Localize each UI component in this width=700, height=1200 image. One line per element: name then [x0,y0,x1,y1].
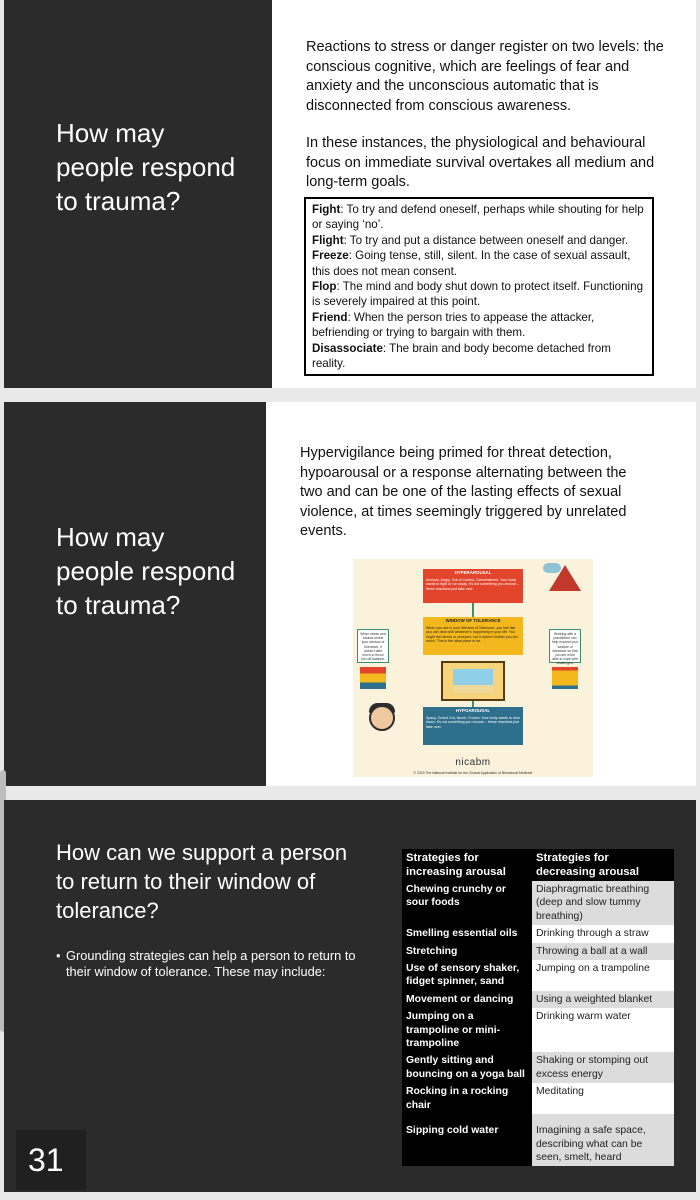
table-row: Gently sitting and bouncing on a yoga ball Shaking or stomping out excess energy [402,1052,674,1083]
person-face-icon [369,705,395,731]
header-increasing: Strategies for increasing arousal [402,849,532,881]
slide-1-paragraph-2: In these instances, the physiological and behavioural focus on immediate survival overtakes all medium and long-term goals. [306,135,655,190]
table-row: Use of sensory shaker, fidget spinner, sand Jumping on a trampoline [402,960,674,991]
table-row: Rocking in a rocking chair Meditating [402,1083,674,1114]
hyperarousal-box: HYPERAROUSAL Anxious, Angry, Out of Control, Overwhelmed. Your body wants to fight or run away. It's not something you choose – these reactions just take over. [423,569,523,603]
table-header-row [402,849,674,881]
slide-3-title: How can we support a person to return to their window of tolerance? [56,840,348,923]
table-row: Stretching Throwing a ball at a wall [402,943,674,960]
right-note-box: Working with a practitioner can help expand your window of tolerance so that you are more able to cope with challenges. [549,629,581,663]
trauma-responses-box [304,197,654,376]
slide-2-title: How may people respond to trauma? [56,522,236,620]
slide-1-paragraph-1: Reactions to stress or danger register on two levels: the conscious cognitive, which are feelings of fear and anxiety and the unconscious automatic that is disconnected from conscious awareness. [306,39,664,114]
response-fight: Fight: To try and defend oneself, perhaps while shouting for help or saying ‘no’. [312,203,644,232]
arrow-up-icon [472,603,474,617]
table-row: Sipping cold water Imagining a safe space, describing what can be seen, smelt, heard [402,1114,674,1166]
slide-1 [4,0,696,388]
table-row: Chewing crunchy or sour foods Diaphragmatic breathing (deep and slow tummy breathing) [402,881,674,925]
page-number: 31 [16,1130,86,1190]
volcano-icon [549,565,581,591]
response-friend: Friend: When the person tries to appease the attacker, befriending or trying to bargain with them. [312,310,595,340]
sand-icon [453,685,493,693]
right-wide-window-icon [552,667,578,689]
grounding-bullet-text: Grounding strategies can help a person to return to their window of tolerance. These may include: [66,948,356,979]
slide-3 [4,800,696,1192]
left-note-box: When stress and trauma shrink your window of tolerance, it doesn't take much to throw you off balance. [357,629,389,663]
slide-2-paragraph: Hypervigilance being primed for threat detection, hypoarousal or a response alternating between the two and can be one of the lasting effects of sexual violence, at times seemingly triggered by unrelated events. [300,445,627,539]
graphic-credit: © 2019 The National Institute for the Clinical Application of Behavioral Medicine [413,771,533,775]
response-freeze: Freeze: Going tense, still, silent. In the case of sexual assault, this does not mean consent. [312,249,631,278]
left-narrow-window-icon [360,667,386,689]
bullet-dot-icon: • [56,948,61,963]
slide-2 [4,402,696,786]
hypoarousal-box: HYPOAROUSAL Spacy, Zoned Out, Numb, Frozen. Your body wants to shut down. It's not something you choose – these reactions just take over. [423,707,523,745]
header-decreasing: Strategies for decreasing arousal [532,849,674,881]
nicabm-logo: nicabm [455,757,491,768]
response-flight: Flight: To try and put a distance between oneself and danger. [312,233,629,247]
table-row: Movement or dancing Using a weighted blanket [402,991,674,1008]
window-of-tolerance-box: WINDOW OF TOLERANCE When you are in your Window of Tolerance, you feel like you can deal with whatever's happening in your life. You might feel stress or pressure, but it doesn't bother you too much. This is the ideal place to be. [423,617,523,655]
grounding-bullet [56,948,356,980]
response-disassociate: Disassociate: The brain and body become detached from reality. [312,341,611,371]
slide-1-title: How may people respond to trauma? [56,118,236,216]
table-row: Jumping on a trampoline or mini-trampoline Drinking warm water [402,1008,674,1052]
strategies-table [402,849,674,1166]
window-of-tolerance-graphic [353,559,593,777]
table-row: Smelling essential oils Drinking through a straw [402,925,674,942]
response-flop: Flop: The mind and body shut down to protect itself. Functioning is severely impaired at this point. [312,280,644,309]
